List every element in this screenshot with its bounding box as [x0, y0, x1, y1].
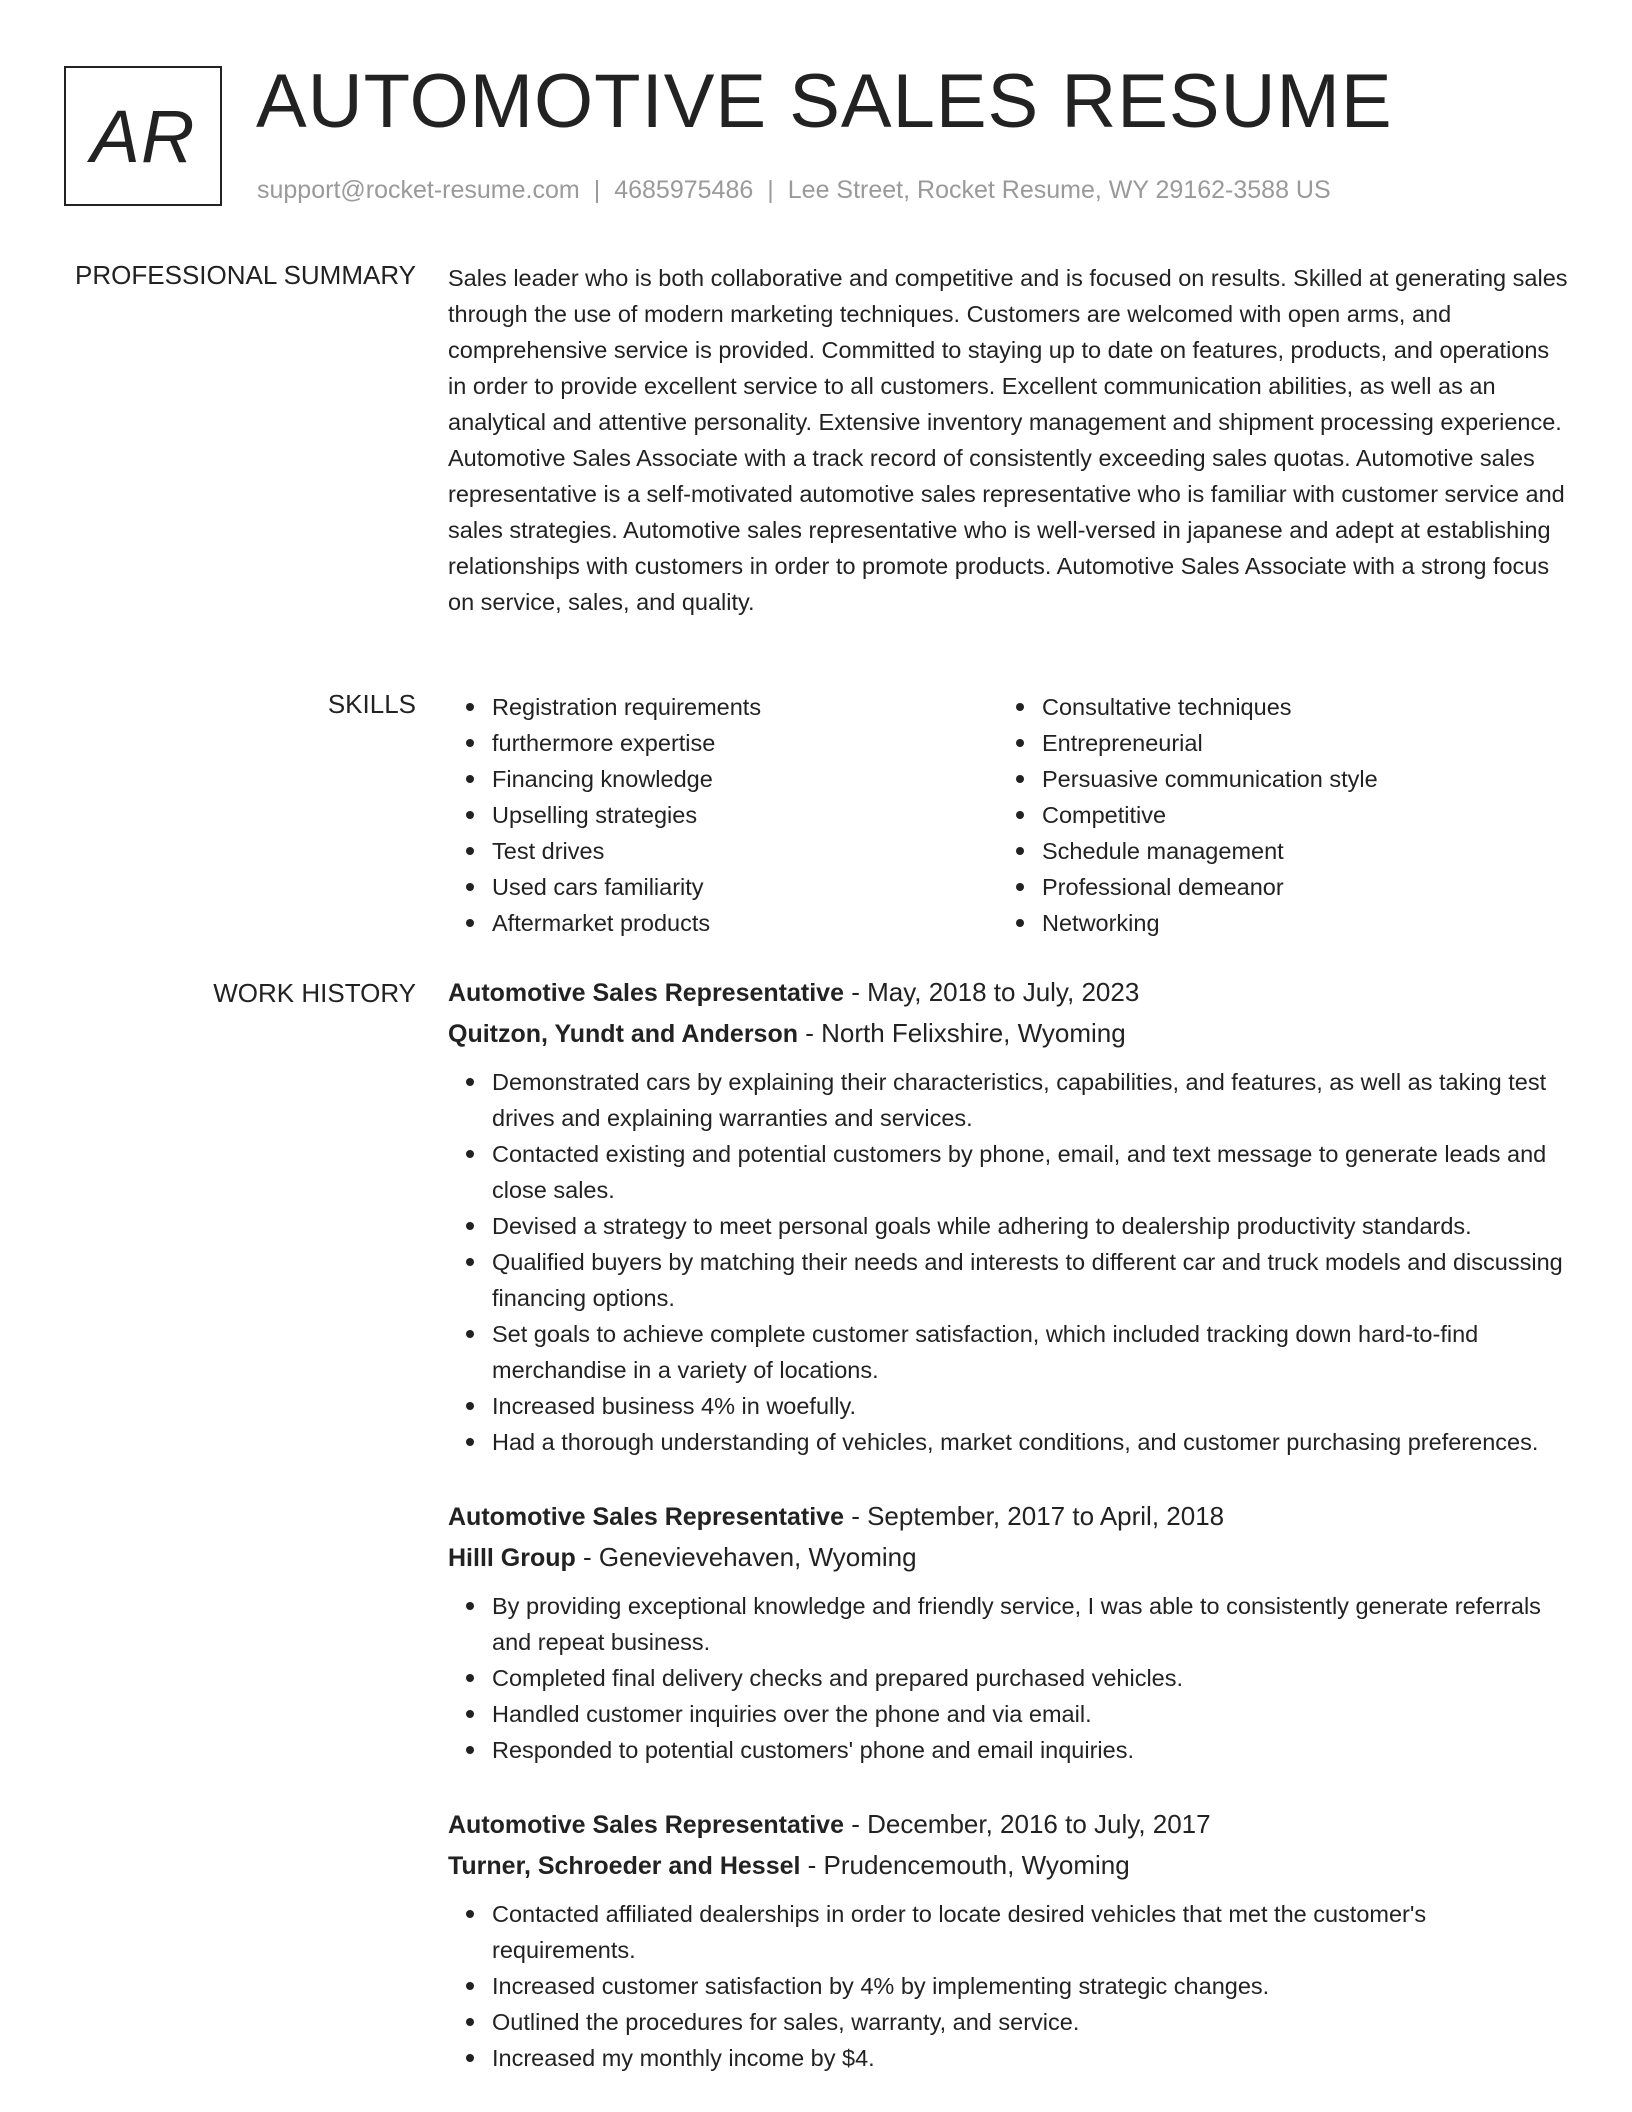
skill-item: furthermore expertise — [492, 725, 998, 761]
job-bullet: Increased business 4% in woefully. — [492, 1388, 1570, 1424]
skill-item: Financing knowledge — [492, 761, 998, 797]
job-bullet: Demonstrated cars by explaining their characteristics, capabilities, and features, as well as taking test drives and explaining warranties and services. — [492, 1064, 1570, 1136]
skill-item: Schedule management — [1042, 833, 1548, 869]
job-company-line — [448, 1013, 1570, 1054]
job-entry — [448, 972, 1570, 1460]
job-bullet-list — [448, 1896, 1570, 2076]
job-bullet: Qualified buyers by matching their needs and interests to different car and truck models and discussing financing options. — [492, 1244, 1570, 1316]
contact-address: Lee Street, Rocket Resume, WY 29162-3588 US — [787, 176, 1331, 204]
skill-item: Competitive — [1042, 797, 1548, 833]
skill-item: Persuasive communication style — [1042, 761, 1548, 797]
job-title-line — [448, 1804, 1570, 1845]
job-dates: - September, 2017 to April, 2018 — [843, 1501, 1225, 1531]
job-bullet: Increased my monthly income by $4. — [492, 2040, 1570, 2076]
job-dates: - December, 2016 to July, 2017 — [843, 1809, 1211, 1839]
job-title: Automotive Sales Representative — [448, 1503, 844, 1531]
job-bullet: Increased customer satisfaction by 4% by implementing strategic changes. — [492, 1968, 1570, 2004]
skills-section — [448, 689, 1570, 941]
job-bullet: Completed final delivery checks and prepared purchased vehicles. — [492, 1660, 1570, 1696]
job-bullet-list — [448, 1064, 1570, 1460]
job-bullet: Contacted existing and potential customers by phone, email, and text message to generate leads and close sales. — [492, 1136, 1570, 1208]
monogram-box — [64, 66, 222, 206]
job-company-line — [448, 1537, 1570, 1578]
work-history-heading: WORK HISTORY — [213, 978, 416, 1008]
skill-item: Consultative techniques — [1042, 689, 1548, 725]
job-entry — [448, 1804, 1570, 2076]
skill-item: Used cars familiarity — [492, 869, 998, 905]
job-company-line — [448, 1845, 1570, 1886]
job-bullet: Outlined the procedures for sales, warranty, and service. — [492, 2004, 1570, 2040]
contact-email[interactable]: support@rocket-resume.com — [257, 176, 580, 204]
job-title-line — [448, 972, 1570, 1013]
skills-column-right — [998, 689, 1548, 941]
job-title-line — [448, 1496, 1570, 1537]
skill-item: Test drives — [492, 833, 998, 869]
skills-grid — [448, 689, 1570, 941]
job-bullet: Contacted affiliated dealerships in order to locate desired vehicles that met the customer's requirements. — [492, 1896, 1570, 1968]
job-bullet-list — [448, 1588, 1570, 1768]
job-location: - Prudencemouth, Wyoming — [800, 1850, 1130, 1880]
contact-phone[interactable]: 4685975486 — [614, 176, 754, 204]
skill-item: Networking — [1042, 905, 1548, 941]
summary-text: Sales leader who is both collaborative and competitive and is focused on results. Skilled at generating sales through the use of modern marketing techniques. Customers are welcomed with open arms, and comprehensive service is provided. Committed to staying up to date on features, products, and operations in order to provide excellent service to all customers. Excellent communication abilities, as well as an analytical and attentive personality. Extensive inventory management and shipment processing experience. Automotive Sales Associate with a track record of consistently exceeding sales quotas. Automotive sales representative is a self-motivated automotive sales representative who is familiar with customer service and sales strategies. Automotive sales representative who is well-versed in japanese and adept at establishing relationships with customers in order to promote products. Automotive Sales Associate with a strong focus on service, sales, and quality. — [448, 265, 1568, 615]
monogram-initials: AR — [90, 94, 196, 178]
contact-separator: | — [767, 176, 774, 204]
job-company: Turner, Schroeder and Hessel — [448, 1852, 801, 1880]
skill-item: Entrepreneurial — [1042, 725, 1548, 761]
job-entry — [448, 1496, 1570, 1768]
skills-list-right — [998, 689, 1548, 941]
work-history-section — [448, 972, 1570, 2112]
job-title: Automotive Sales Representative — [448, 1811, 844, 1839]
skills-heading: SKILLS — [327, 689, 416, 719]
job-location: - Genevievehaven, Wyoming — [575, 1542, 917, 1572]
job-bullet: Set goals to achieve complete customer satisfaction, which included tracking down hard-to-find merchandise in a variety of locations. — [492, 1316, 1570, 1388]
job-location: - North Felixshire, Wyoming — [798, 1018, 1126, 1048]
summary-heading: PROFESSIONAL SUMMARY — [75, 260, 416, 290]
job-title: Automotive Sales Representative — [448, 979, 844, 1007]
job-dates: - May, 2018 to July, 2023 — [843, 977, 1140, 1007]
job-bullet: Had a thorough understanding of vehicles, market conditions, and customer purchasing preferences. — [492, 1424, 1570, 1460]
skill-item: Professional demeanor — [1042, 869, 1548, 905]
job-company: Hilll Group — [448, 1544, 576, 1572]
skill-item: Upselling strategies — [492, 797, 998, 833]
skill-item: Registration requirements — [492, 689, 998, 725]
skills-column-left — [448, 689, 998, 941]
resume-title: AUTOMOTIVE SALES RESUME — [256, 59, 1393, 144]
job-bullet: Responded to potential customers' phone and email inquiries. — [492, 1732, 1570, 1768]
summary-section — [448, 260, 1570, 620]
job-bullet: Devised a strategy to meet personal goals while adhering to dealership productivity standards. — [492, 1208, 1570, 1244]
contact-separator: | — [593, 176, 601, 204]
skills-list-left — [448, 689, 998, 941]
job-company: Quitzon, Yundt and Anderson — [448, 1020, 798, 1048]
job-bullet: By providing exceptional knowledge and friendly service, I was able to consistently generate referrals and repeat business. — [492, 1588, 1570, 1660]
job-bullet: Handled customer inquiries over the phone and via email. — [492, 1696, 1570, 1732]
skill-item: Aftermarket products — [492, 905, 998, 941]
contact-line — [257, 176, 1331, 205]
